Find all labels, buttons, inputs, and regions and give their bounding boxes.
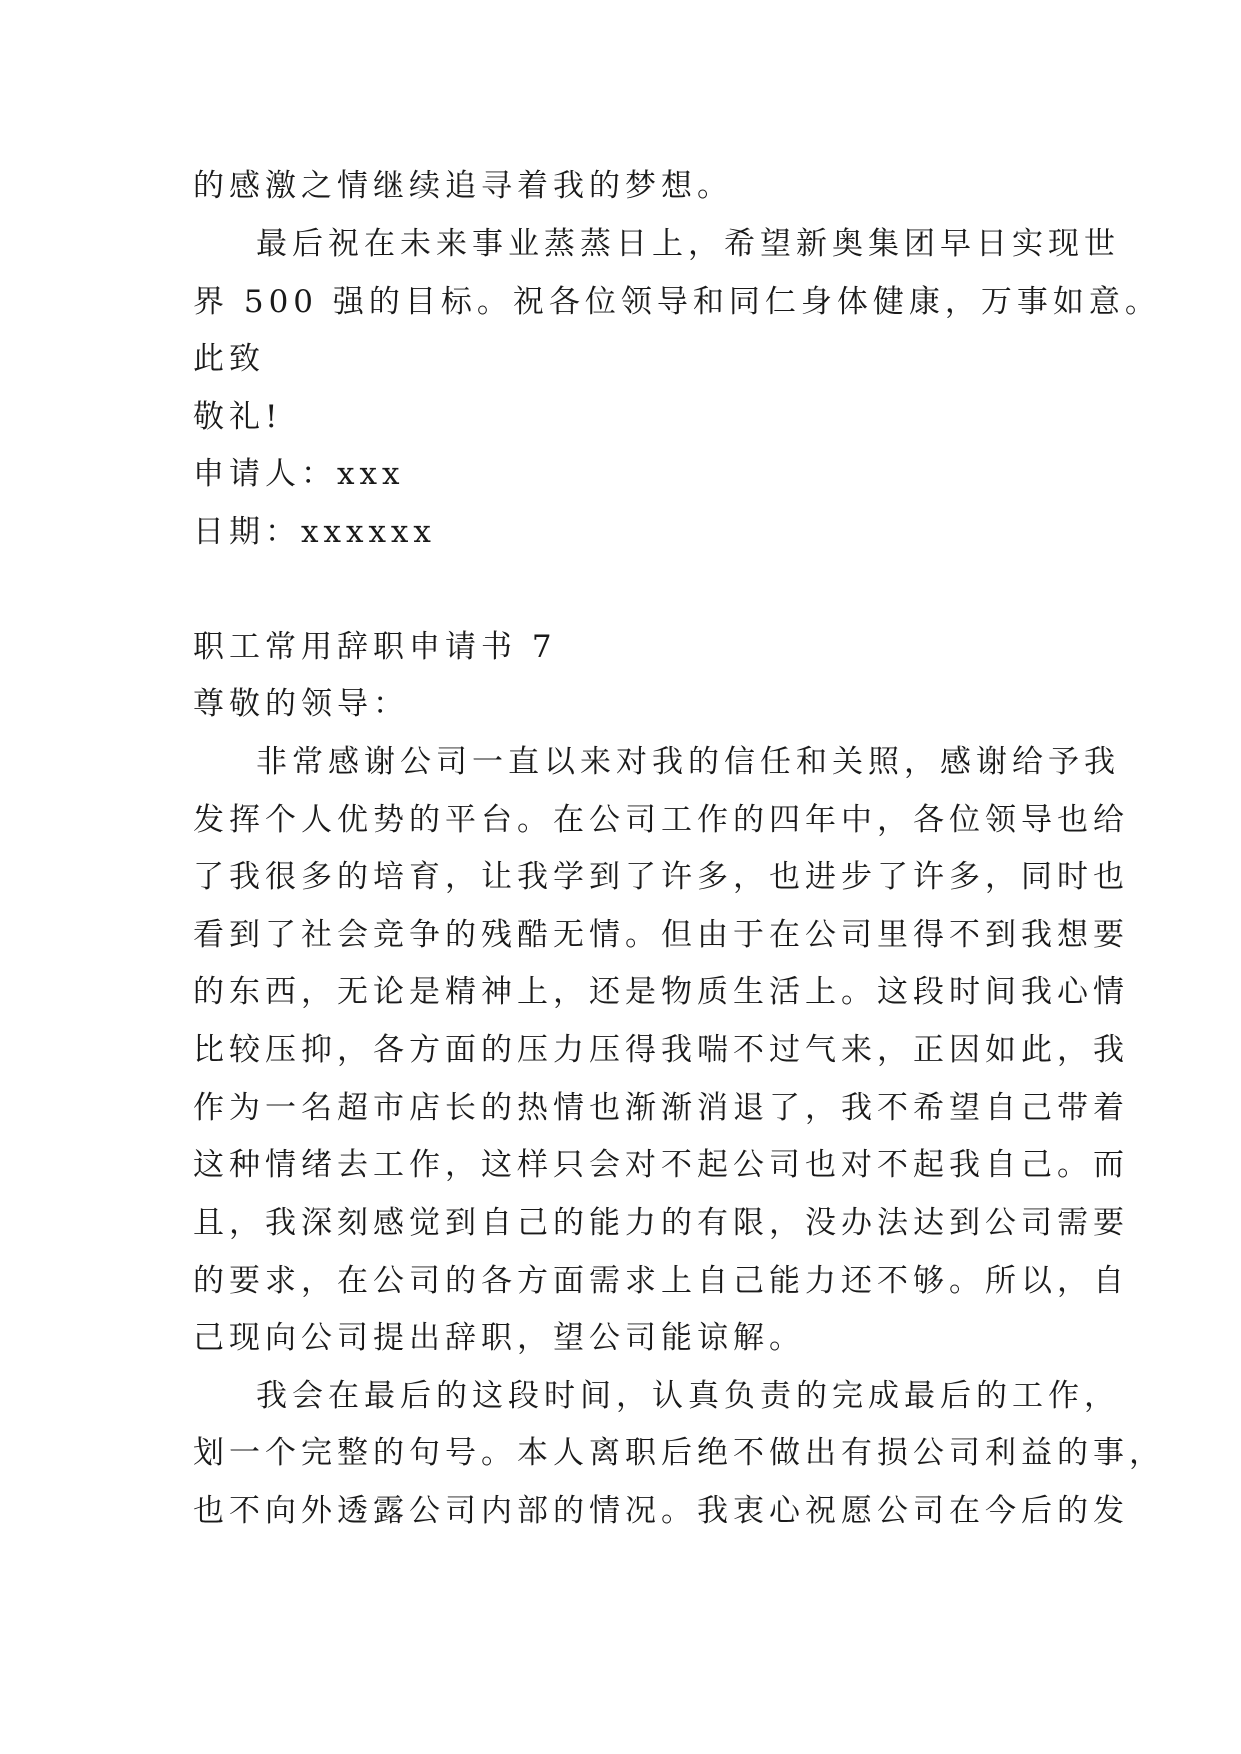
letter-greeting: 尊敬的领导： <box>193 686 409 722</box>
paragraph-line: 也不向外透露公司内部的情况。我衷心祝愿公司在今后的发 <box>193 1493 1129 1529</box>
date-line: 日期：xxxxxx <box>193 514 436 550</box>
paragraph-line: 且，我深刻感觉到自己的能力的有限，没办法达到公司需要 <box>193 1205 1129 1241</box>
paragraph-line: 非常感谢公司一直以来对我的信任和关照，感谢给予我 <box>256 744 1120 780</box>
paragraph-line: 了我很多的培育，让我学到了许多，也进步了许多，同时也 <box>193 859 1129 895</box>
paragraph-line: 的感激之情继续追寻着我的梦想。 <box>193 168 733 204</box>
paragraph-line: 比较压抑，各方面的压力压得我喘不过气来，正因如此，我 <box>193 1032 1129 1068</box>
closing-regards: 敬礼! <box>193 399 283 435</box>
paragraph-line: 界 500 强的目标。祝各位领导和同仁身体健康，万事如意。 <box>193 284 1161 320</box>
applicant-line: 申请人：xxx <box>193 456 405 492</box>
paragraph-line: 作为一名超市店长的热情也渐渐消退了，我不希望自己带着 <box>193 1090 1129 1126</box>
paragraph-line: 这种情绪去工作，这样只会对不起公司也对不起我自己。而 <box>193 1147 1129 1183</box>
paragraph-line: 发挥个人优势的平台。在公司工作的四年中，各位领导也给 <box>193 802 1129 838</box>
section-title: 职工常用辞职申请书 7 <box>193 629 557 665</box>
paragraph-line: 我会在最后的这段时间，认真负责的完成最后的工作， <box>256 1378 1120 1414</box>
paragraph-line: 最后祝在未来事业蒸蒸日上，希望新奥集团早日实现世 <box>256 226 1120 262</box>
closing-salutation: 此致 <box>193 341 265 377</box>
paragraph-line: 己现向公司提出辞职，望公司能谅解。 <box>193 1320 805 1356</box>
paragraph-line: 划一个完整的句号。本人离职后绝不做出有损公司利益的事， <box>193 1435 1165 1471</box>
paragraph-line: 看到了社会竞争的残酷无情。但由于在公司里得不到我想要 <box>193 917 1129 953</box>
paragraph-line: 的要求，在公司的各方面需求上自己能力还不够。所以，自 <box>193 1263 1129 1299</box>
paragraph-line: 的东西，无论是精神上，还是物质生活上。这段时间我心情 <box>193 974 1129 1010</box>
